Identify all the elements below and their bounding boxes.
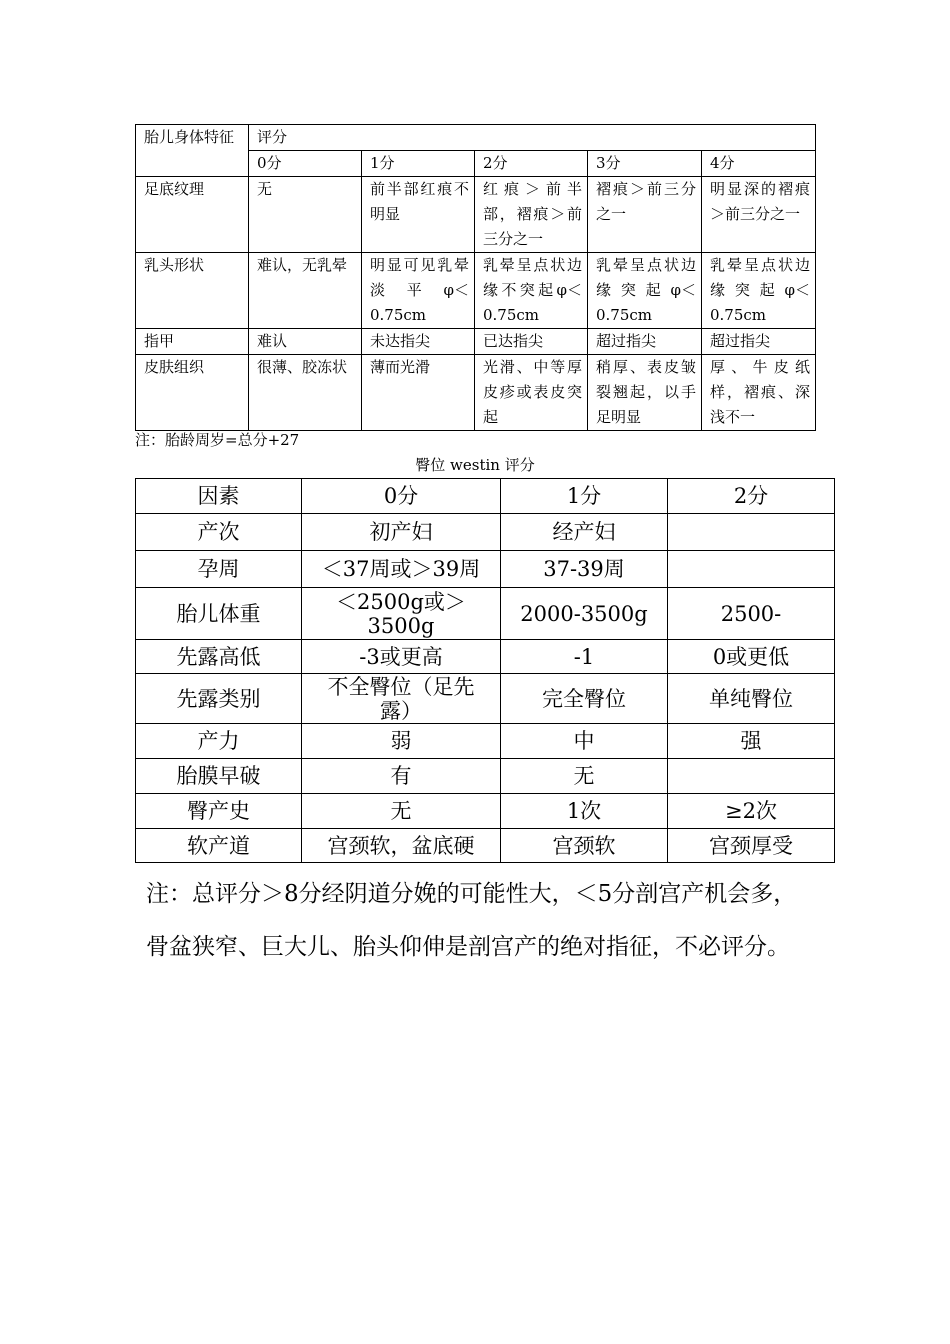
- t2-cell: [668, 759, 835, 794]
- table-row: [136, 177, 816, 253]
- t1-score-header: 3分: [588, 151, 702, 177]
- t2-cell: 37-39周: [501, 551, 668, 588]
- t2-cell: 产力: [136, 724, 302, 759]
- t2-cell: -3或更高: [302, 640, 501, 674]
- t1-header-feature: 胎儿身体特征: [136, 125, 249, 177]
- t1-feature-cell: 乳头形状: [136, 253, 249, 329]
- t1-cell: 难认，无乳晕: [249, 253, 362, 329]
- table-row: [136, 588, 835, 640]
- t1-feature-cell: 皮肤组织: [136, 355, 249, 431]
- t2-cell: 先露高低: [136, 640, 302, 674]
- t2-header: 因素: [136, 479, 302, 514]
- fetal-maturity-table: [135, 124, 816, 431]
- t2-cell: 经产妇: [501, 514, 668, 551]
- t1-cell: 稍厚、表皮皱裂翘起，以手足明显: [588, 355, 702, 431]
- t2-cell: 1次: [501, 794, 668, 829]
- table-row: [136, 329, 816, 355]
- t2-header: 1分: [501, 479, 668, 514]
- t2-cell: 2000-3500g: [501, 588, 668, 640]
- t1-cell: 乳晕呈点状边缘不突起φ＜0.75cm: [475, 253, 588, 329]
- t2-cell: 孕周: [136, 551, 302, 588]
- t1-cell: 超过指尖: [702, 329, 816, 355]
- t1-feature-cell: 指甲: [136, 329, 249, 355]
- t1-cell: 很薄、胶冻状: [249, 355, 362, 431]
- t1-cell: 乳晕呈点状边缘突起φ＜0.75cm: [702, 253, 816, 329]
- t2-cell: 初产妇: [302, 514, 501, 551]
- table-row: [136, 551, 835, 588]
- t2-cell: 无: [501, 759, 668, 794]
- t1-score-header: 0分: [249, 151, 362, 177]
- t2-cell: 中: [501, 724, 668, 759]
- westin-table-title: 臀位 westin 评分: [415, 456, 535, 474]
- t1-cell: 超过指尖: [588, 329, 702, 355]
- t2-cell: 产次: [136, 514, 302, 551]
- t1-cell: 难认: [249, 329, 362, 355]
- t1-cell: 未达指尖: [362, 329, 475, 355]
- table-row: [136, 724, 835, 759]
- t1-header-score-group: 评分: [249, 125, 816, 151]
- table-row: [136, 514, 835, 551]
- t2-cell: 宫颈软: [501, 829, 668, 863]
- t1-cell: 前半部红痕不明显: [362, 177, 475, 253]
- t1-cell: 明显可见乳晕淡平φ＜0.75cm: [362, 253, 475, 329]
- t2-cell: ≥2次: [668, 794, 835, 829]
- t2-cell: 胎膜早破: [136, 759, 302, 794]
- t2-cell: 2500-: [668, 588, 835, 640]
- table-row: [136, 759, 835, 794]
- t1-score-header: 1分: [362, 151, 475, 177]
- t2-cell: [668, 551, 835, 588]
- t2-cell: ＜37周或＞39周: [302, 551, 501, 588]
- t1-cell: 已达指尖: [475, 329, 588, 355]
- t1-cell: 无: [249, 177, 362, 253]
- westin-score-table: [135, 478, 835, 863]
- t1-cell: 薄而光滑: [362, 355, 475, 431]
- t2-cell: 宫颈厚受: [668, 829, 835, 863]
- t1-cell: 褶痕＞前三分之一: [588, 177, 702, 253]
- gestational-age-note: 注：胎龄周岁=总分+27: [135, 431, 300, 449]
- t2-cell: 完全臀位: [501, 674, 668, 724]
- t2-cell: 无: [302, 794, 501, 829]
- t2-cell: 有: [302, 759, 501, 794]
- table-row: [136, 674, 835, 724]
- table-row: [136, 829, 835, 863]
- table-row: [136, 794, 835, 829]
- t1-cell: 厚、牛皮纸样，褶痕、深浅不一: [702, 355, 816, 431]
- westin-note: 注：总评分＞8分经阴道分娩的可能性大，＜5分剖宫产机会多，骨盆狭窄、巨大儿、胎头仰伸是剖宫产的绝对指征，不必评分。: [146, 881, 797, 960]
- t2-header: 0分: [302, 479, 501, 514]
- t2-cell: 宫颈软，盆底硬: [302, 829, 501, 863]
- t2-cell: 弱: [302, 724, 501, 759]
- t1-cell: 光滑、中等厚皮疹或表皮突起: [475, 355, 588, 431]
- t1-score-header: 2分: [475, 151, 588, 177]
- t1-cell: 乳晕呈点状边缘突起φ＜0.75cm: [588, 253, 702, 329]
- table-row: [136, 355, 816, 431]
- table-header-row: [136, 479, 835, 514]
- t2-cell: 0或更低: [668, 640, 835, 674]
- t2-cell: 臀产史: [136, 794, 302, 829]
- t1-score-header: 4分: [702, 151, 816, 177]
- t2-cell: 先露类别: [136, 674, 302, 724]
- t2-header: 2分: [668, 479, 835, 514]
- t1-feature-cell: 足底纹理: [136, 177, 249, 253]
- t2-cell: 不全臀位（足先露）: [302, 674, 501, 724]
- t1-cell: 明显深的褶痕＞前三分之一: [702, 177, 816, 253]
- t2-cell: 单纯臀位: [668, 674, 835, 724]
- t2-cell: 软产道: [136, 829, 302, 863]
- t2-cell: [668, 514, 835, 551]
- t2-cell: 强: [668, 724, 835, 759]
- t2-cell: -1: [501, 640, 668, 674]
- t2-cell: ＜2500g或＞3500g: [302, 588, 501, 640]
- t2-cell: 胎儿体重: [136, 588, 302, 640]
- t1-cell: 红痕＞前半部，褶痕＞前三分之一: [475, 177, 588, 253]
- table-row: [136, 640, 835, 674]
- table-row: [136, 253, 816, 329]
